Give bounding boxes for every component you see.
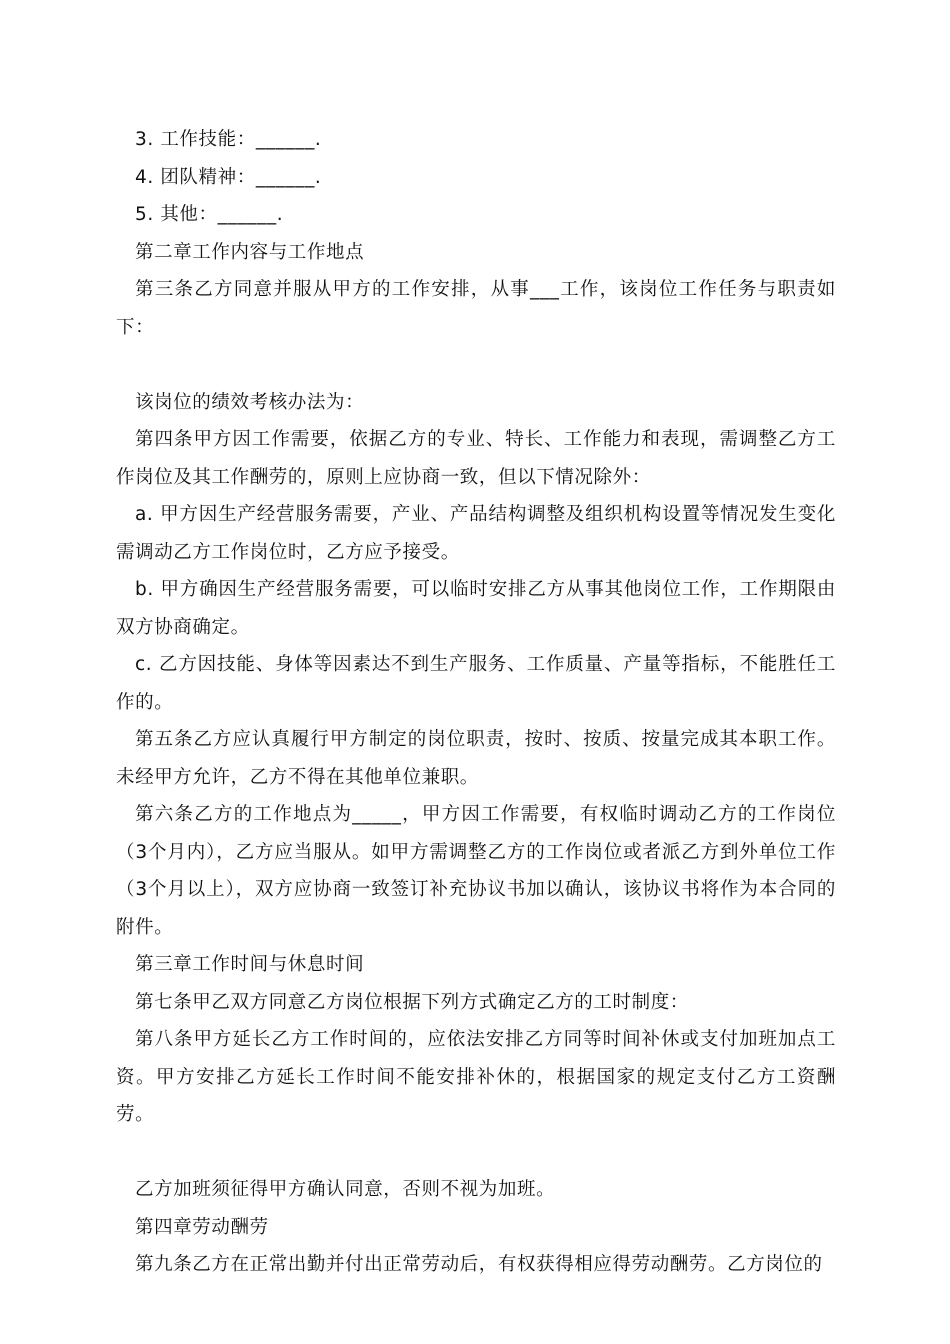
article-9: 第九条乙方在正常出勤并付出正常劳动后，有权获得相应得劳动酬劳。乙方岗位的: [135, 1254, 823, 1275]
paragraph-item-5-other: 5. 其他：______.: [135, 204, 284, 225]
article-6: 第六条乙方的工作地点为_____，甲方因工作需要，有权临时调动乙方的工作岗位（3个月内），乙方应当服从。如甲方需调整乙方的工作岗位或者派乙方到外单位工作（3个月以上），双方应协商一致签订补充协议书加以确认，该协议书将作为本合同的附件。: [116, 804, 836, 938]
performance-assessment-line: 该岗位的绩效考核办法为：: [135, 391, 365, 413]
article-4: 第四条甲方因工作需要，依据乙方的专业、特长、工作能力和表现，需调整乙方工作岗位及其工作酬劳的，原则上应协商一致，但以下情况除外：: [116, 429, 836, 488]
chapter-2-heading: 第二章工作内容与工作地点: [135, 241, 365, 263]
chapter-4-heading: 第四章劳动酬劳: [135, 1216, 269, 1238]
paragraph-item-4-team: 4. 团队精神：______.: [135, 166, 322, 188]
paragraph-item-3-skill: 3. 工作技能：______.: [135, 129, 322, 150]
chapter-3-heading: 第三章工作时间与休息时间: [135, 954, 365, 975]
article-4-item-a: a. 甲方因生产经营服务需要，产业、产品结构调整及组织机构设置等情况发生变化需调动乙方工作岗位时，乙方应予接受。: [116, 504, 836, 563]
article-8: 第八条甲方延长乙方工作时间的，应依法安排乙方同等时间补休或支付加班加点工资。甲方安排乙方延长工作时间不能安排补休的，根据国家的规定支付乙方工资酬劳。: [116, 1029, 836, 1125]
article-5: 第五条乙方应认真履行甲方制定的岗位职责，按时、按质、按量完成其本职工作。未经甲方允许，乙方不得在其他单位兼职。: [116, 729, 836, 788]
overtime-confirmation-line: 乙方加班须征得甲方确认同意，否则不视为加班。: [135, 1179, 556, 1200]
blank-line: [116, 1134, 836, 1172]
blank-line: [116, 346, 836, 384]
document-body: [116, 121, 836, 1284]
article-7: 第七条甲乙双方同意乙方岗位根据下列方式确定乙方的工时制度：: [135, 991, 689, 1013]
article-4-item-c: c. 乙方因技能、身体等因素达不到生产服务、工作质量、产量等指标，不能胜任工作的。: [116, 654, 836, 713]
article-4-item-b: b. 甲方确因生产经营服务需要，可以临时安排乙方从事其他岗位工作，工作期限由双方协商确定。: [116, 579, 836, 638]
article-3: 第三条乙方同意并服从甲方的工作安排，从事___工作，该岗位工作任务与职责如下：: [116, 279, 836, 338]
